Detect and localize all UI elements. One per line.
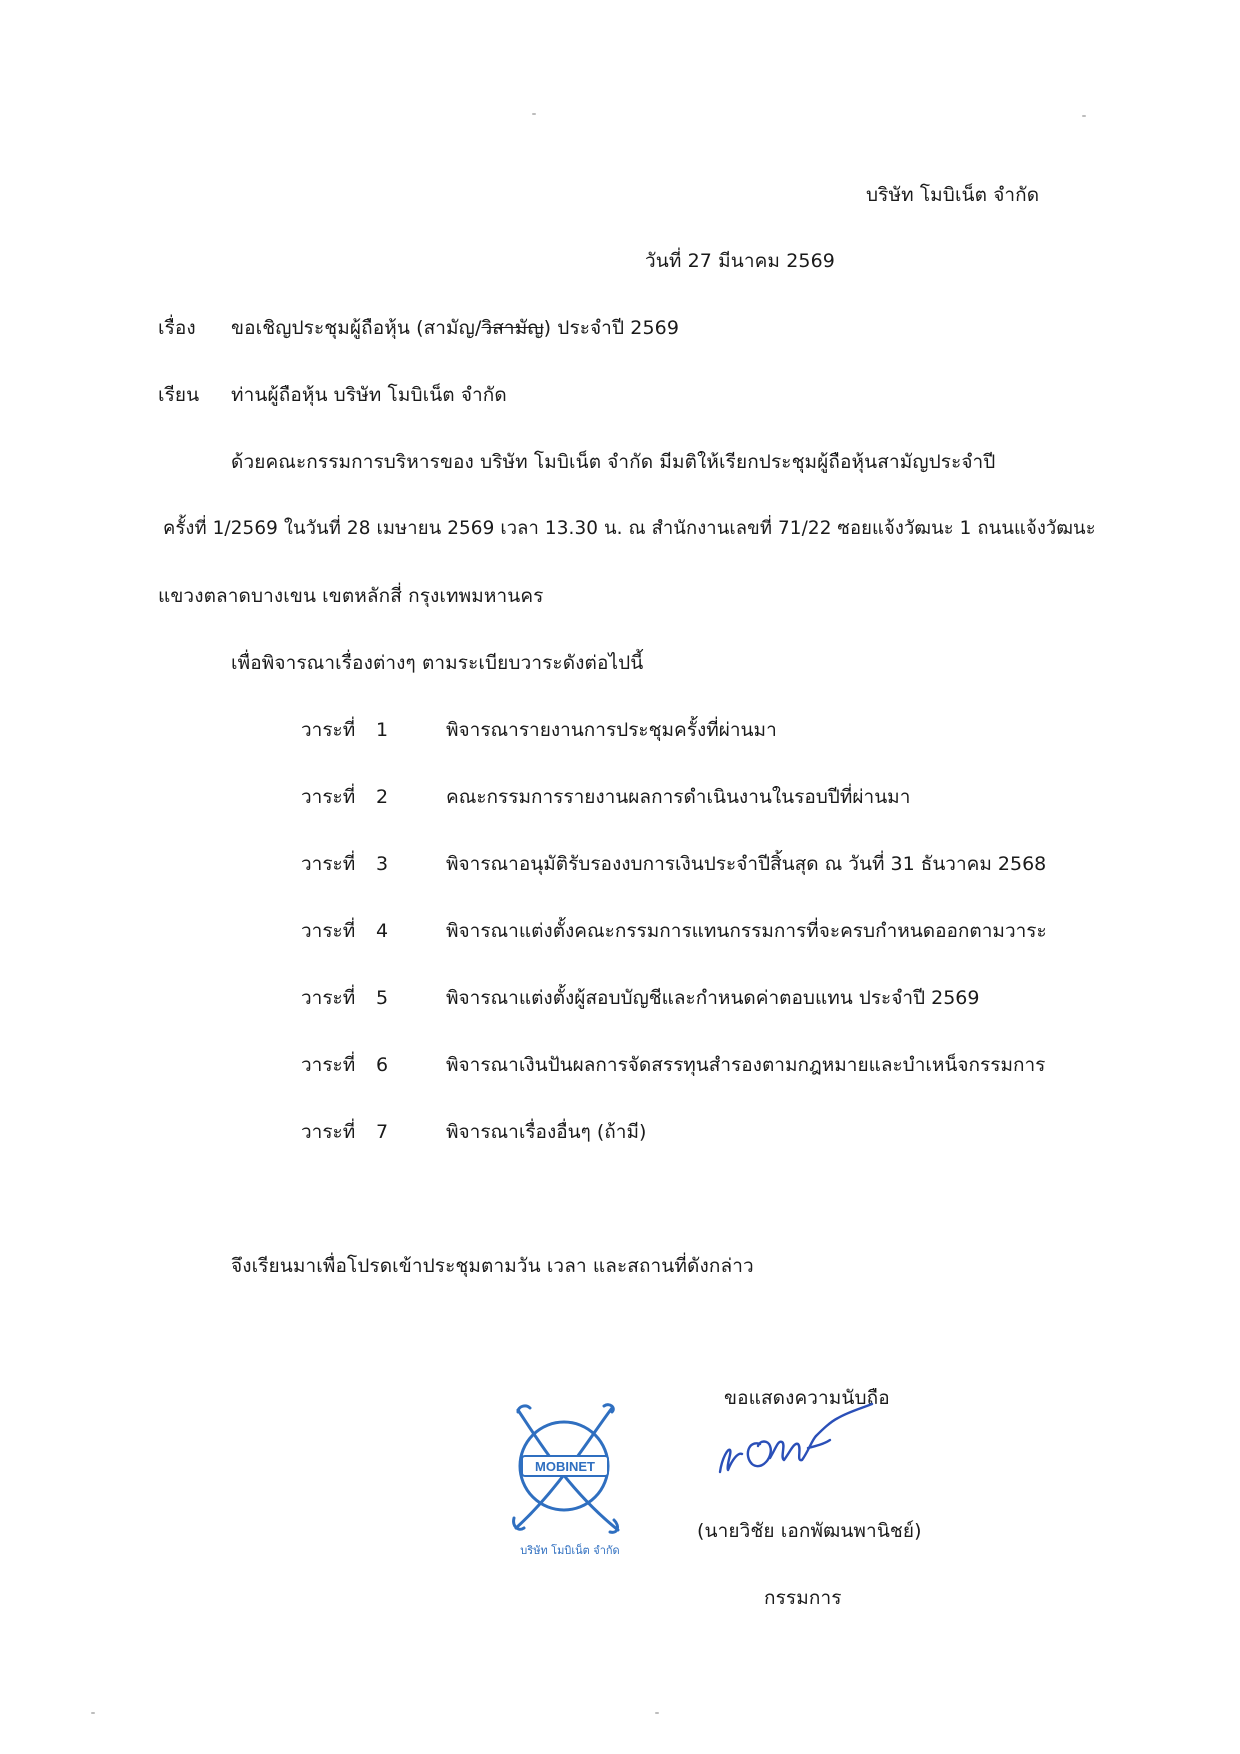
subject-label: เรื่อง <box>158 317 196 339</box>
agenda-label: วาระที่ <box>301 1121 356 1143</box>
agenda-number: 2 <box>376 786 389 808</box>
scan-speck <box>91 1712 95 1714</box>
signature <box>712 1400 882 1490</box>
signer-title: กรรมการ <box>764 1587 842 1609</box>
scan-speck <box>532 113 536 115</box>
agenda-intro: เพื่อพิจารณาเรื่องต่างๆ ตามระเบียบวาระดังต่อไปนี้ <box>231 652 644 674</box>
subject-struck-text: วิสามัญ <box>481 317 544 339</box>
company-name: บริษัท โมบิเน็ต จำกัด <box>866 184 1040 206</box>
to-text: ท่านผู้ถือหุ้น บริษัท โมบิเน็ต จำกัด <box>231 384 507 406</box>
agenda-text: พิจารณาเงินปันผลการจัดสรรทุนสำรองตามกฎหมายและบำเหน็จกรรมการ <box>446 1054 1046 1076</box>
agenda-label: วาระที่ <box>301 719 356 741</box>
to-label: เรียน <box>158 384 200 406</box>
signer-name: (นายวิชัย เอกพัฒนพานิชย์) <box>697 1520 922 1542</box>
scan-speck <box>1082 115 1086 117</box>
agenda-label: วาระที่ <box>301 920 356 942</box>
agenda-label: วาระที่ <box>301 1054 356 1076</box>
body-line-2: ครั้งที่ 1/2569 ในวันที่ 28 เมษายน 2569 เวลา 13.30 น. ณ สำนักงานเลขที่ 71/22 ซอยแจ้งวัฒนะ 1 ถนนแจ้งวัฒนะ <box>163 518 1096 539</box>
regards-line: ขอแสดงความนับถือ <box>724 1387 890 1409</box>
agenda-number: 7 <box>376 1121 389 1143</box>
agenda-text: พิจารณาแต่งตั้งคณะกรรมการแทนกรรมการที่จะครบกำหนดออกตามวาระ <box>446 920 1047 942</box>
agenda-number: 1 <box>376 719 389 741</box>
agenda-label: วาระที่ <box>301 786 356 808</box>
agenda-text: พิจารณาแต่งตั้งผู้สอบบัญชีและกำหนดค่าตอบแทน ประจำปี 2569 <box>446 987 980 1009</box>
closing-line: จึงเรียนมาเพื่อโปรดเข้าประชุมตามวัน เวลา และสถานที่ดังกล่าว <box>231 1255 754 1277</box>
agenda-text: พิจารณารายงานการประชุมครั้งที่ผ่านมา <box>446 719 777 741</box>
agenda-number: 3 <box>376 853 389 875</box>
subject-text-end: ) ประจำปี 2569 <box>543 317 680 339</box>
body-line-1: ด้วยคณะกรรมการบริหารของ บริษัท โมบิเน็ต จำกัด มีมติให้เรียกประชุมผู้ถือหุ้นสามัญประจำปี <box>231 451 996 473</box>
agenda-label: วาระที่ <box>301 853 356 875</box>
agenda-text: พิจารณาอนุมัติรับรองงบการเงินประจำปีสิ้นสุด ณ วันที่ 31 ธันวาคม 2568 <box>446 853 1047 875</box>
subject-text: ขอเชิญประชุมผู้ถือหุ้น (สามัญ/ <box>231 317 482 339</box>
agenda-number: 4 <box>376 920 389 942</box>
body-line-3: แขวงตลาดบางเขน เขตหลักสี่ กรุงเทพมหานคร <box>158 585 544 607</box>
stamp-caption: บริษัท โมบิเน็ต จำกัด <box>520 1544 620 1557</box>
stamp-logo-text: MOBINET <box>535 1459 595 1474</box>
subject-line <box>231 315 679 341</box>
agenda-number: 5 <box>376 987 389 1009</box>
scan-speck <box>655 1712 659 1714</box>
agenda-text: พิจารณาเรื่องอื่นๆ (ถ้ามี) <box>446 1121 647 1143</box>
agenda-text: คณะกรรมการรายงานผลการดำเนินงานในรอบปีที่ผ่านมา <box>446 786 911 808</box>
agenda-number: 6 <box>376 1054 389 1076</box>
company-stamp <box>508 1400 638 1560</box>
agenda-label: วาระที่ <box>301 987 356 1009</box>
letter-date: วันที่ 27 มีนาคม 2569 <box>645 250 835 272</box>
